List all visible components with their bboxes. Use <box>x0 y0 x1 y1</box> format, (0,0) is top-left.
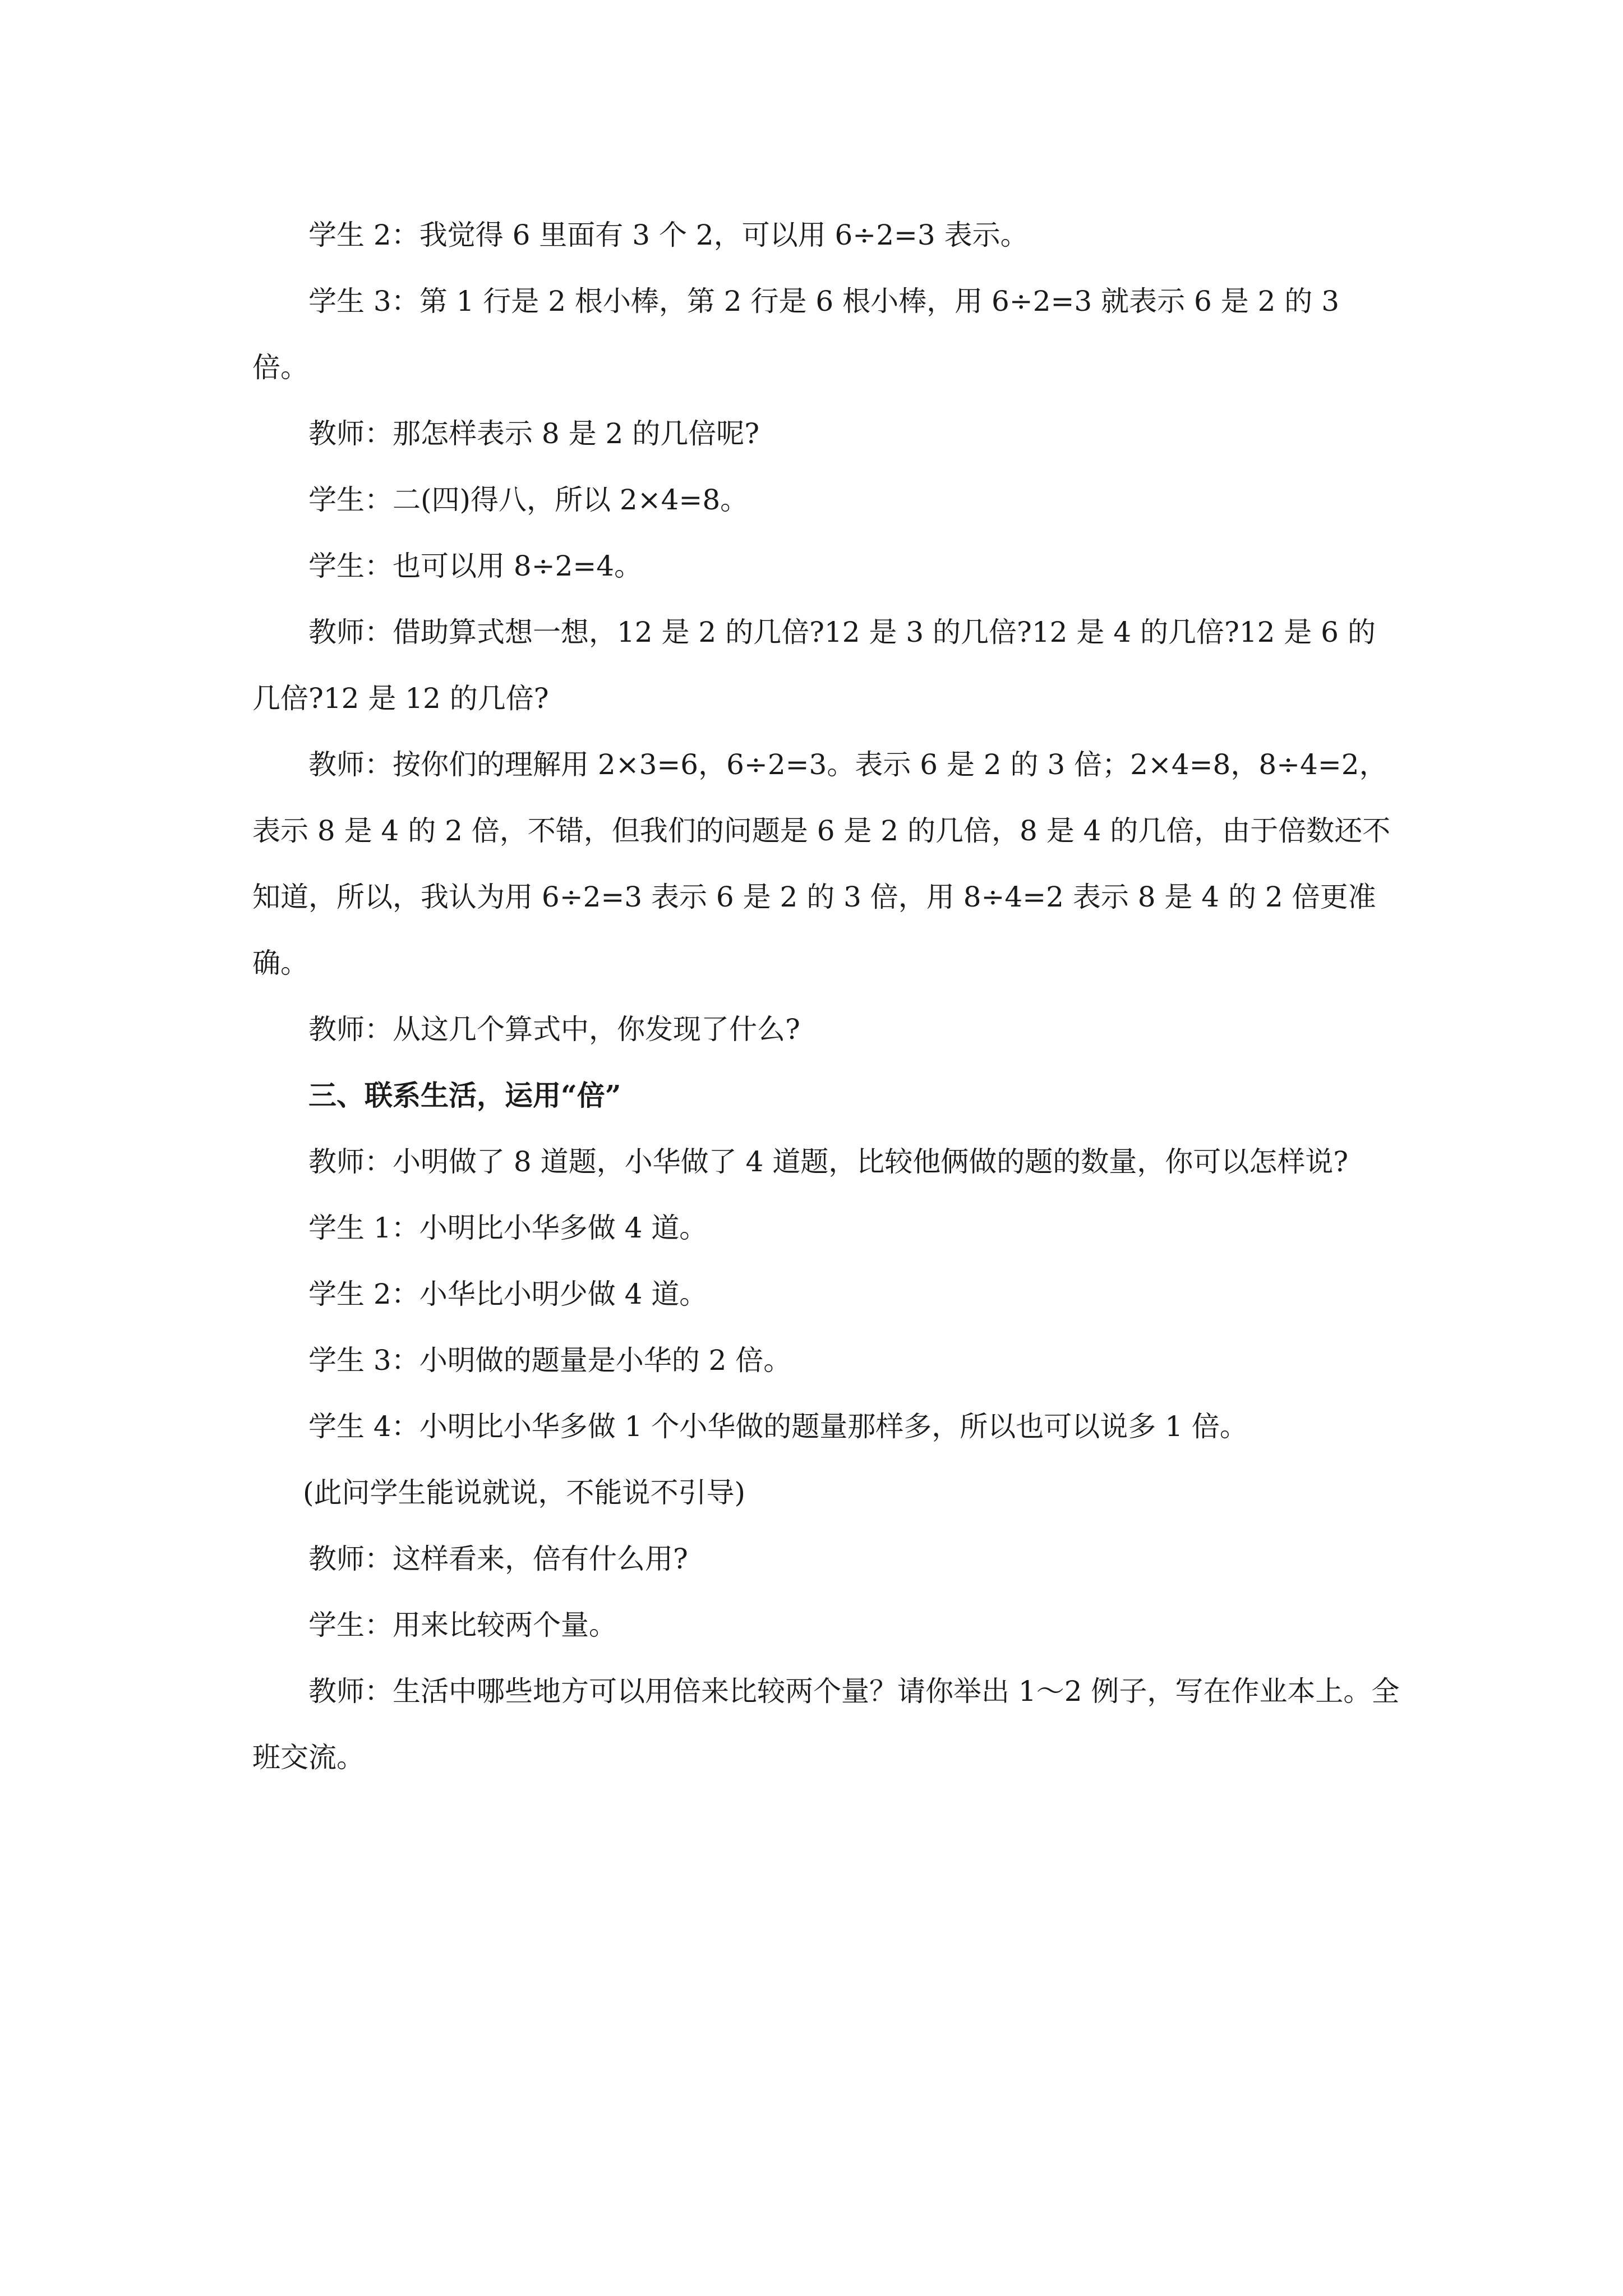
document-page <box>252 202 1402 1791</box>
paragraph-teacher-life-examples: 教师：生活中哪些地方可以用倍来比较两个量？请你举出 1～2 例子，写在作业本上。全班交流。 <box>252 1675 1400 1774</box>
paragraph-note: (此问学生能说就说，不能说不引导) <box>303 1476 746 1509</box>
paragraph-teacher-explanation: 教师：按你们的理解用 2×3=6，6÷2=3。表示 6 是 2 的 3 倍；2×4=8，8÷4=2，表示 8 是 4 的 2 倍，不错，但我们的问题是 6 是 2 的几倍，8 是 4 的几倍，由于倍数还不知道，所以，我认为用 6÷2=3 表示 6 是 2 的 3 倍，用 8÷4=2 表示 8 是 4 的 2 倍更准确。 <box>252 748 1391 979</box>
paragraph-student1-answer: 学生 1：小明比小华多做 4 道。 <box>308 1212 708 1244</box>
paragraph-teacher-question-8: 教师：那怎样表示 8 是 2 的几倍呢? <box>308 417 760 450</box>
paragraph-student-compare: 学生：用来比较两个量。 <box>308 1609 617 1641</box>
paragraph-teacher-think-12: 教师：借助算式想一想，12 是 2 的几倍?12 是 3 的几倍?12 是 4 的几倍?12 是 6 的几倍?12 是 12 的几倍? <box>252 616 1376 715</box>
paragraph-student3-answer: 学生 3：小明做的题量是小华的 2 倍。 <box>308 1344 792 1377</box>
paragraph-teacher-discover: 教师：从这几个算式中，你发现了什么? <box>308 1013 800 1046</box>
paragraph-student-division: 学生：也可以用 8÷2=4。 <box>308 550 643 582</box>
paragraph-student3-dialogue: 学生 3：第 1 行是 2 根小棒，第 2 行是 6 根小棒，用 6÷2=3 就表示 6 是 2 的 3 倍。 <box>252 285 1340 384</box>
paragraph-teacher-use-of-times: 教师：这样看来，倍有什么用? <box>308 1543 688 1575</box>
paragraph-student2-dialogue: 学生 2：我觉得 6 里面有 3 个 2，可以用 6÷2=3 表示。 <box>308 219 1029 251</box>
section-heading: 三、联系生活，运用“倍” <box>308 1079 621 1112</box>
paragraph-student-multiplication: 学生：二(四)得八，所以 2×4=8。 <box>308 484 749 516</box>
paragraph-student2-answer: 学生 2：小华比小明少做 4 道。 <box>308 1278 708 1310</box>
paragraph-teacher-xiaoming: 教师：小明做了 8 道题，小华做了 4 道题，比较他俩做的题的数量，你可以怎样说? <box>308 1145 1349 1178</box>
paragraph-student4-answer: 学生 4：小明比小华多做 1 个小华做的题量那样多，所以也可以说多 1 倍。 <box>308 1410 1248 1443</box>
